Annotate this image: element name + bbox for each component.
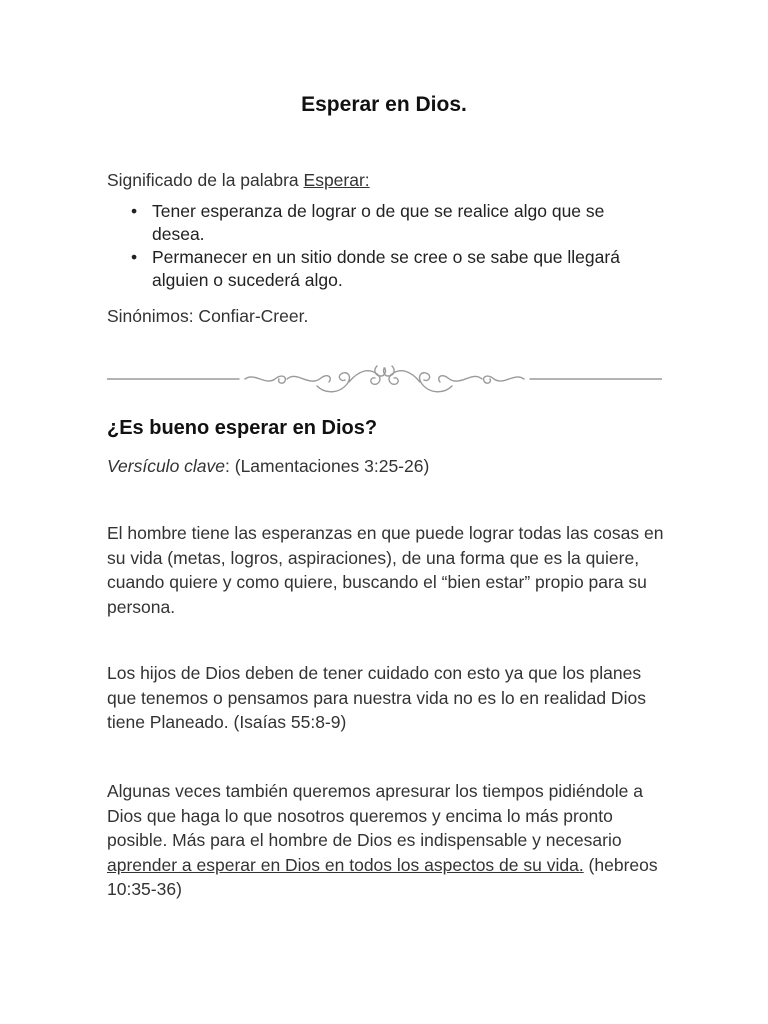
paragraph-reference: (hebreos 10:35-36) [107,854,658,899]
meaning-line [107,170,370,191]
paragraph: El hombre tiene las esperanzas en que puede lograr todas las cosas en su vida (metas, logros, aspiraciones), de una forma que es la quiere, cuando quiere y como quiere, buscando el “bien estar” propio para su persona. [107,523,664,617]
list-item [107,246,647,292]
page-title: Esperar en Dios. [301,93,467,116]
bullet-marker: • [131,247,138,267]
definition-list [107,200,647,292]
list-item-text: Tener esperanza de lograr o de que se realice algo que se desea. [152,201,605,244]
ornamental-divider-icon [107,358,662,398]
paragraph: Los hijos de Dios deben de tener cuidado con esto ya que los planes que tenemos o pensamos para nuestra vida no es lo en realidad Dios tiene Planeado. (Isaías 55:8-9) [107,663,646,732]
key-verse-label: Versículo clave [107,456,226,476]
bullet-marker: • [131,201,138,221]
section-heading: ¿Es bueno esperar en Dios? [107,417,378,439]
list-item-text: Permanecer en un sitio donde se cree o se sabe que llegará alguien o sucederá algo. [152,247,620,290]
paragraph-text: Algunas veces también queremos apresurar los tiempos pidiéndole a Dios que haga lo que nosotros queremos y encima lo más pronto posible. Más para el hombre de Dios es indispensable y necesario [107,781,643,850]
key-verse-line [107,456,429,477]
underlined-emphasis: aprender a esperar en Dios en todos los aspectos de su vida. [107,854,584,875]
paragraph-last [107,779,667,902]
key-verse-reference: : (Lamentaciones 3:25-26) [225,456,430,476]
meaning-prefix: Significado de la palabra [107,170,304,190]
list-item [107,200,647,246]
synonyms-line: Sinónimos: Confiar-Creer. [107,306,309,326]
meaning-word: Esperar: [303,170,370,190]
